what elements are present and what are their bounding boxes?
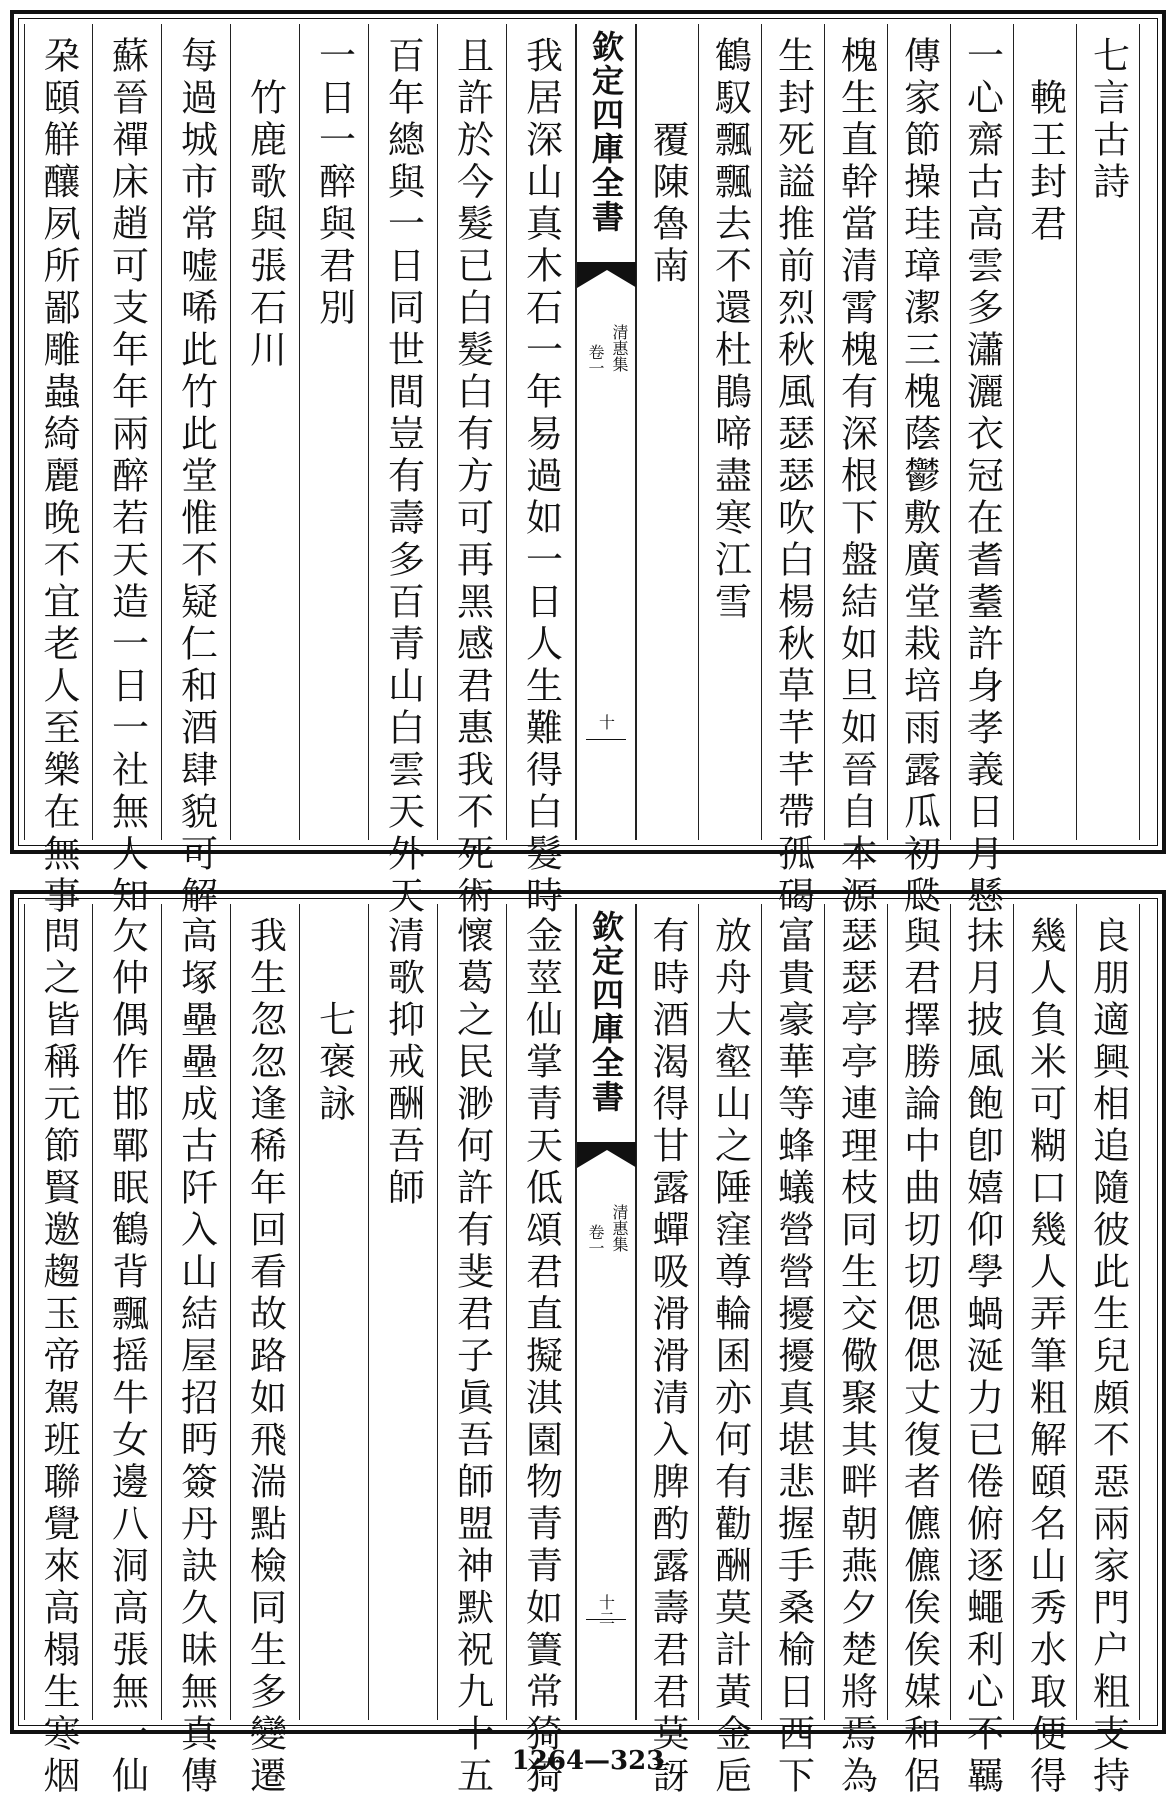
column-text: 金莖仙掌青天低頌君直擬淇園物青青如簀常猗猗 [519, 916, 563, 1798]
text-column [888, 24, 951, 918]
text-column [825, 24, 888, 918]
text-column [231, 904, 300, 1798]
column-text: 懷葛之民渺何許有斐君子眞吾師盟神默祝九十五 [450, 916, 494, 1798]
column-text: 我居深山真木石一年易過如一日人生難得白髮時 [519, 36, 563, 918]
text-column [888, 904, 951, 1798]
column-text: 清歌抑戒酬吾師 [381, 916, 425, 1210]
column-text: 七言古詩 [1086, 36, 1130, 204]
column-text: 幾人負米可糊口幾人弄筆粗解頤名山秀水取便得 [1023, 916, 1067, 1798]
column-text: 與君擇勝論中曲切切偲偲丈復者儦儦俟俟媒和侶 [897, 916, 941, 1798]
text-column [825, 904, 888, 1798]
text-column [636, 904, 699, 1798]
column-text: 竹鹿歌與張石川 [243, 36, 287, 372]
top-page-columns [24, 24, 1152, 918]
collection-title: 欽定四庫全書 [587, 30, 625, 234]
column-text: 鶴馭飄飄去不還杜鵑啼盡寒江雪 [708, 36, 752, 624]
column-text: 抹月披風飽卽嬉仰學蝸涎力已倦俯逐蠅利心不羈 [960, 916, 1004, 1798]
text-column [1077, 904, 1140, 1798]
column-text: 朶頤觧釀夙所鄙雕蟲綺麗晚不宜老人至樂在無事 [37, 36, 80, 918]
column-text: 放舟大壑山之陲窪尊輪囷亦何有勸酬莫計黃金巵 [708, 916, 752, 1798]
text-column [1077, 24, 1140, 840]
column-text: 每過城市常嘘唏此竹此堂惟不疑仁和酒肆貌可解 [174, 36, 218, 918]
text-column [231, 24, 300, 840]
column-text: 槐生直幹當清霄槐有深根下盤結如旦如晉自本源 [834, 36, 878, 918]
text-column [300, 904, 369, 1720]
volume-label: 卷一 [586, 344, 605, 376]
column-text: 一日一醉與君別 [312, 36, 356, 330]
text-column [699, 904, 762, 1798]
text-column [699, 24, 762, 840]
text-column [300, 24, 369, 840]
text-column [636, 24, 699, 840]
column-text: 我生忽忽逢稀年回看故路如飛湍點檢同生多變遷 [243, 916, 287, 1798]
column-text: 覆陳魯南 [646, 36, 689, 288]
column-text: 一心齋古高雲多瀟灑衣冠在耆耋許身孝義日月懸 [960, 36, 1004, 918]
top-page [10, 10, 1166, 918]
fish-tail-mark [577, 262, 637, 288]
text-column [762, 904, 825, 1798]
text-column [507, 904, 576, 1798]
column-text: 有時酒渴得甘露蟬吸滑滑清入脾酌露壽君君莫訝 [646, 916, 689, 1798]
column-text: 百年總與一日同世間豈有壽多百青山白雲天外天 [381, 36, 425, 918]
column-text: 瑟瑟亭亭連理枝同生交儆聚其畔朝燕夕楚將焉為 [834, 916, 878, 1798]
column-text: 輓王封君 [1023, 36, 1067, 246]
text-column [162, 24, 231, 918]
text-column [1014, 24, 1077, 840]
text-column [438, 904, 507, 1798]
text-column [762, 24, 825, 918]
text-column [93, 904, 162, 1798]
column-text: 富貴豪華等蜂蟻營營擾擾真堪悲握手桑榆日西下 [771, 916, 815, 1798]
text-column [438, 24, 507, 918]
text-column [162, 904, 231, 1798]
fish-tail-mark [577, 1142, 637, 1168]
column-text: 且許於今髮已白髮白有方可再黑感君惠我不死術 [450, 36, 494, 918]
text-column [507, 24, 576, 918]
column-text: 傳家節操珪璋潔三槐蔭鬱敷廣堂栽培雨露瓜初瓞 [897, 36, 941, 918]
book-name: 清惠集 [610, 1204, 629, 1252]
column-text: 良朋適興相追隨彼此生兒頗不惡兩家門户粗支持 [1086, 916, 1130, 1798]
folio-rule [586, 739, 627, 740]
column-text: 蘇晉禪床趙可支年年兩醉若天造一日一社無人知 [105, 36, 149, 918]
column-text: 七褒詠 [312, 916, 356, 1126]
center-spine [576, 24, 636, 840]
folio-rule [586, 1619, 627, 1620]
column-text: 高塚壘壘成古阡入山結屋招眄簽丹訣久昧無真傳 [174, 916, 218, 1798]
column-text: 生封死謚推前烈秋風瑟瑟吹白楊秋草芊芊帶孤碣 [771, 36, 815, 918]
text-column [24, 904, 93, 1798]
folio-number: 十二 [596, 1594, 616, 1626]
collection-title: 欽定四庫全書 [587, 910, 625, 1114]
text-column [1014, 904, 1077, 1798]
column-text: 問之皆稱元節賢邀趨玉帝駕班聯覺來高榻生寒烟 [37, 916, 80, 1798]
text-column [951, 24, 1014, 918]
center-spine [576, 904, 636, 1720]
text-column [951, 904, 1014, 1798]
volume-label: 卷一 [586, 1224, 605, 1256]
text-column [24, 24, 93, 918]
text-column [93, 24, 162, 918]
folio-number: 十 [596, 714, 616, 730]
page-footer-number: 1264—323 [511, 1746, 665, 1776]
column-text: 欠仲偶作邯鄲眠鶴背飄摇牛女邊八洞高張無一仙 [105, 916, 149, 1798]
text-column [369, 904, 438, 1720]
text-column [369, 24, 438, 918]
book-name: 清惠集 [610, 324, 629, 372]
